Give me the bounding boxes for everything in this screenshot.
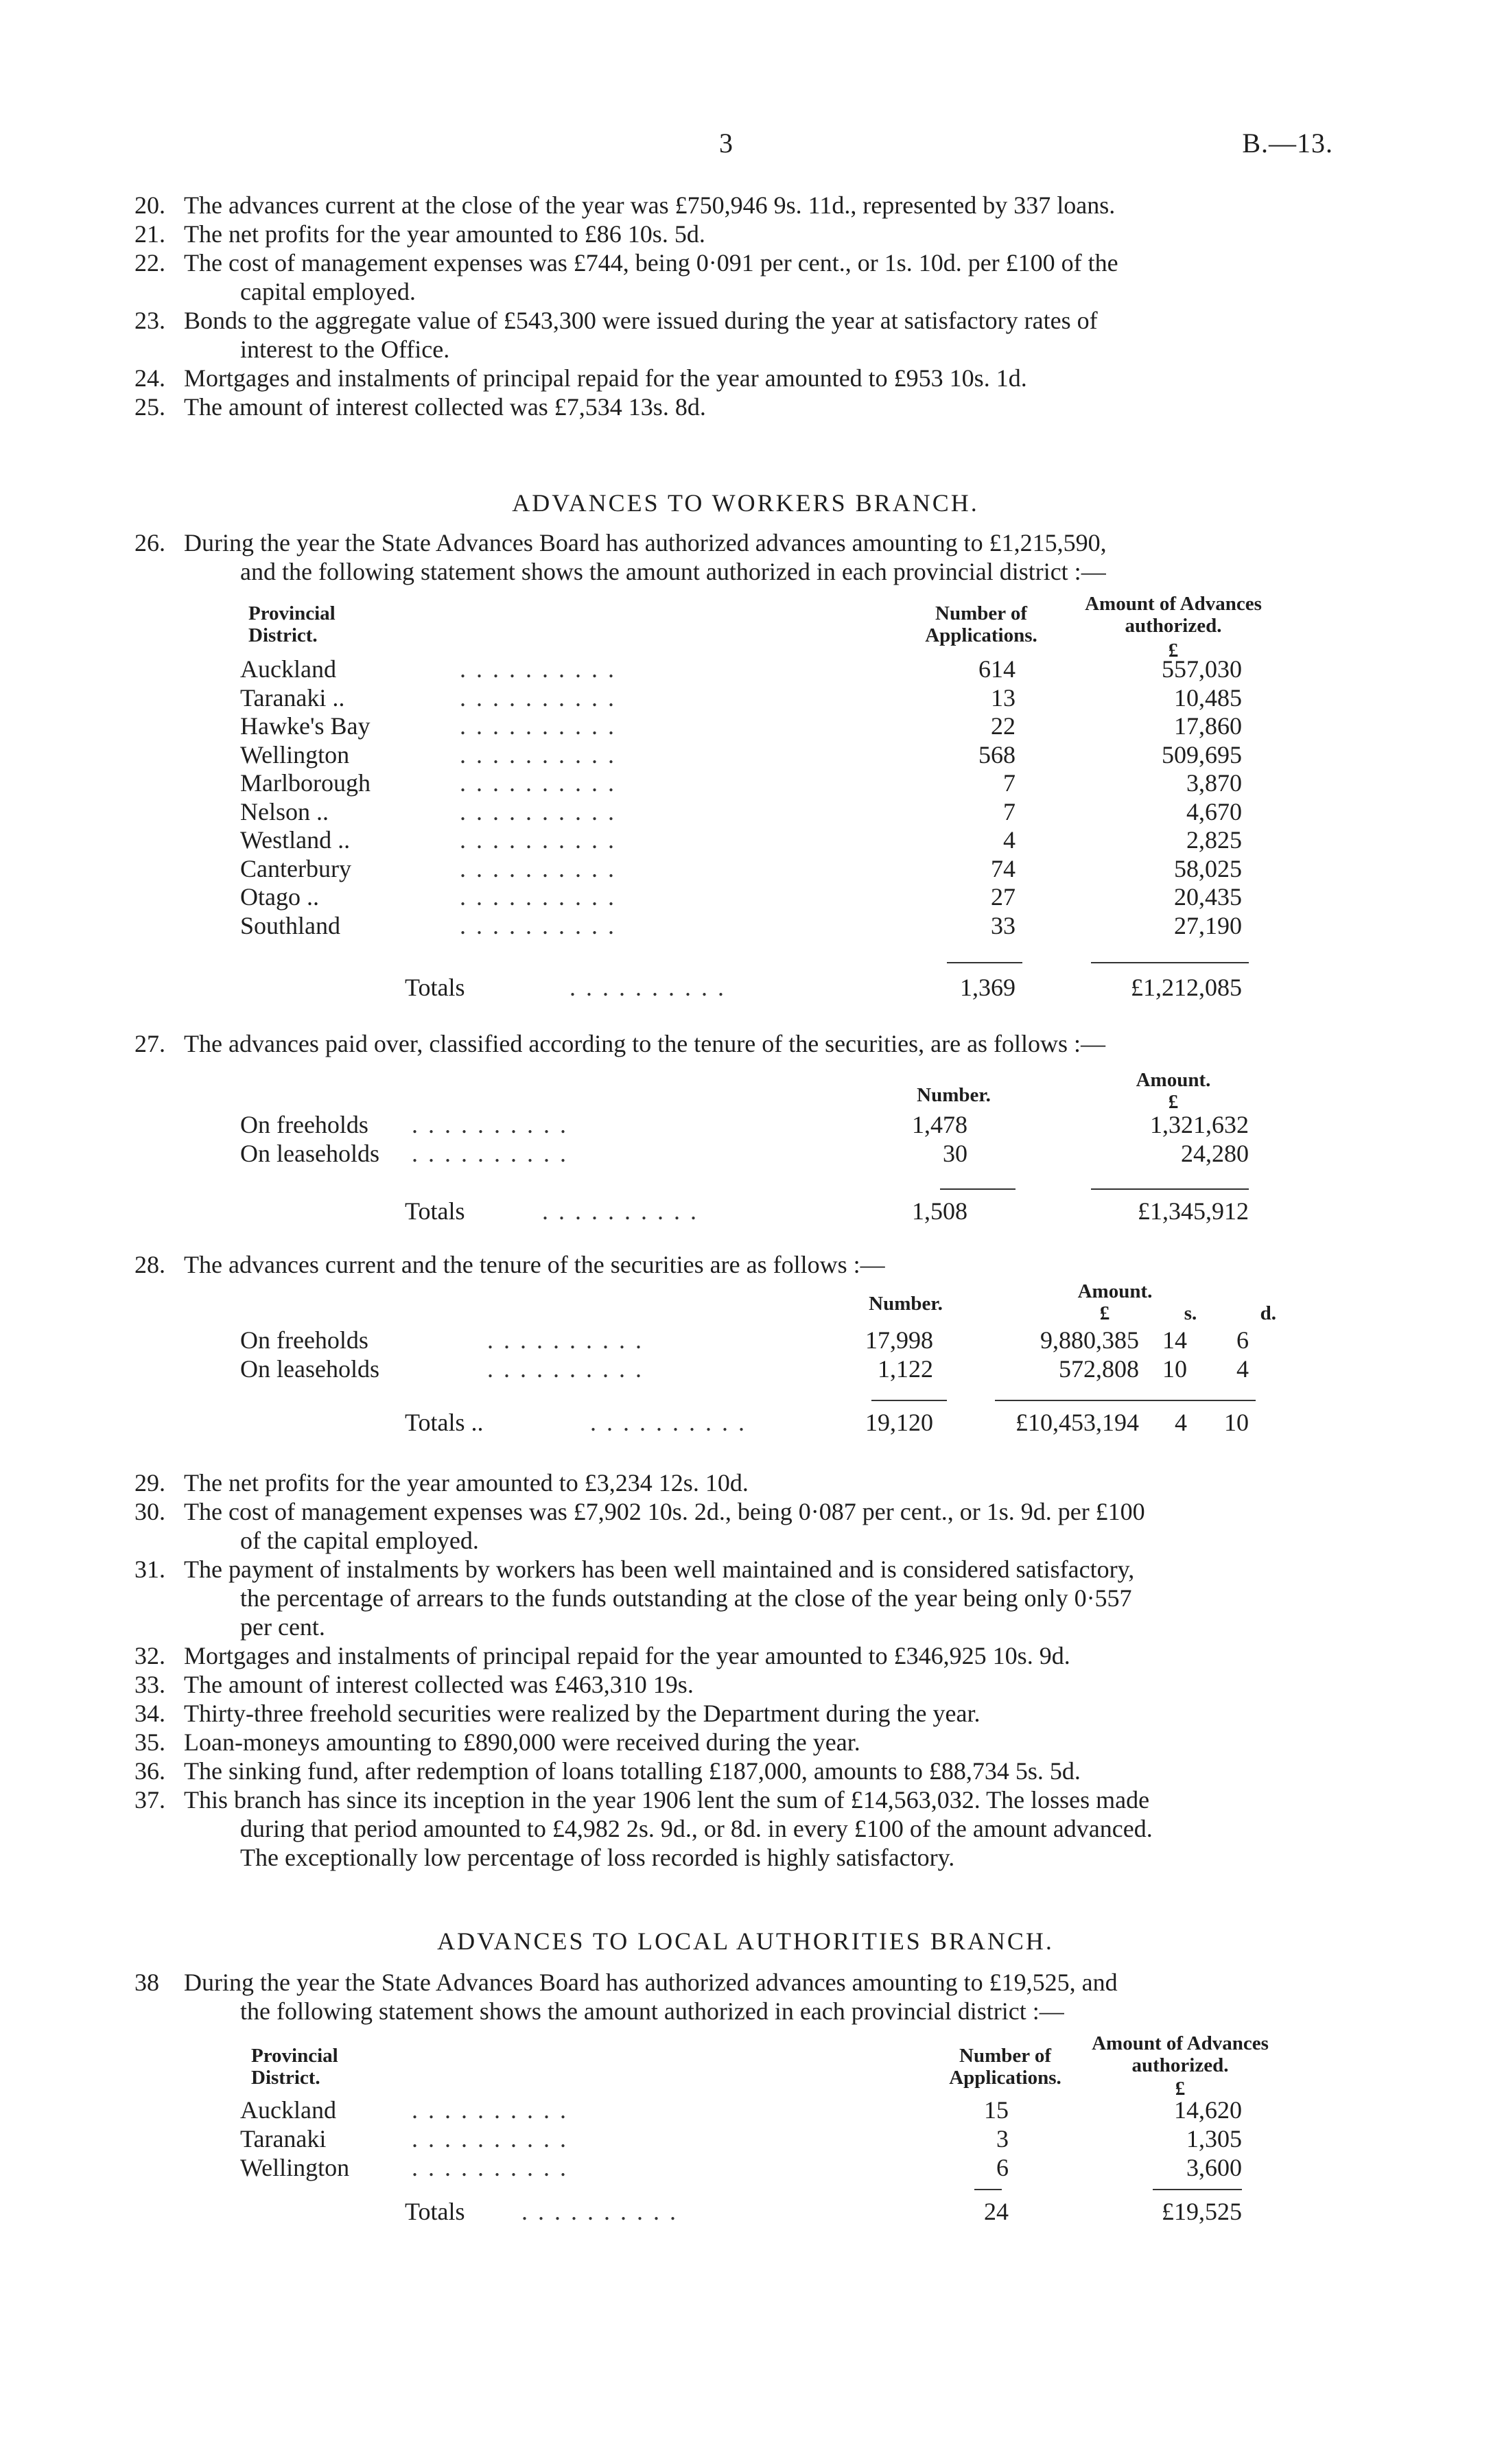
district-name: Marlborough [240, 769, 371, 797]
applications-count: 568 [978, 740, 1015, 768]
amount-authorized: 17,860 [1174, 712, 1242, 740]
paragraph-line: Mortgages and instalments of principal repaid for the year amounted to £953 10s. 1d. [184, 364, 1027, 392]
table2-totals-row [0, 1197, 1491, 1225]
total-amount: £19,525 [1162, 2198, 1242, 2225]
numbered-paragraph [134, 306, 1328, 364]
numbered-paragraph [134, 1670, 1328, 1699]
table3-header-number: Number. [869, 1293, 943, 1315]
amount-authorized: 3,600 [1186, 2154, 1242, 2181]
paragraph-line: The exceptionally low percentage of loss recorded is highly satisfactory. [240, 1844, 955, 1871]
amount-authorized: 20,435 [1174, 883, 1242, 911]
paragraph-number: 38 [134, 1969, 159, 1996]
paragraph-line: The cost of management expenses was £7,902 10s. 2d., being 0·087 per cent., or 1s. 9d. per £100 [184, 1498, 1145, 1525]
amount-authorized: 10,485 [1174, 683, 1242, 712]
table-row [0, 911, 1491, 940]
paragraph-number: 34. [134, 1700, 165, 1727]
tenure-amount: 24,280 [1181, 1140, 1249, 1167]
district-name: Taranaki [240, 2125, 327, 2152]
table-row [0, 1326, 1491, 1354]
applications-count: 33 [991, 911, 1015, 939]
district-name: Taranaki .. [240, 683, 345, 712]
numbered-paragraph [134, 1757, 1328, 1785]
amount-shillings: 10 [1162, 1355, 1187, 1383]
numbered-paragraph [134, 1029, 1328, 1058]
table3-totals-row [0, 1408, 1491, 1437]
amount-authorized: 3,870 [1186, 769, 1242, 797]
paragraph-line: The advances current and the tenure of the securities are as follows :— [184, 1251, 885, 1278]
amount-authorized: 557,030 [1162, 655, 1242, 683]
table-row [0, 655, 1491, 683]
leader-dots: . . . . . . . . . . [412, 1140, 568, 1167]
table-row [0, 740, 1491, 769]
paragraph-number: 27. [134, 1030, 165, 1057]
table-row [0, 2153, 1491, 2182]
table-row [0, 797, 1491, 826]
tenure-number: 1,122 [878, 1355, 933, 1383]
page-number: 3 [719, 128, 733, 159]
leader-dots: . . . . . . . . . . [460, 712, 616, 740]
numbered-paragraph [134, 1785, 1328, 1872]
paragraph-number: 37. [134, 1786, 165, 1814]
table-row [0, 768, 1491, 797]
numbered-paragraph [134, 220, 1328, 248]
amount-authorized: 1,305 [1186, 2125, 1242, 2152]
section-heading-workers: ADVANCES TO WORKERS BRANCH. [512, 489, 979, 517]
paragraph-line: The advances paid over, classified according to the tenure of the securities, are as follows :— [184, 1030, 1106, 1057]
numbered-paragraph [134, 191, 1328, 220]
amount-pence: 4 [1236, 1355, 1249, 1383]
numbered-paragraph [134, 1641, 1328, 1670]
total-pence: 10 [1224, 1409, 1249, 1436]
leader-dots: . . . . . . . . . . [590, 1409, 747, 1436]
leader-dots: . . . . . . . . . . [460, 655, 616, 683]
leader-dots: . . . . . . . . . . [460, 911, 616, 939]
paragraph-line: The net profits for the year amounted to £3,234 12s. 10d. [184, 1469, 749, 1497]
paragraph-line: During the year the State Advances Board has authorized advances amounting to £1,215,590, [184, 529, 1107, 556]
table4-rule-apps [974, 2189, 1002, 2190]
paragraph-line: Thirty-three freehold securities were realized by the Department during the year. [184, 1700, 981, 1727]
paragraph-line: The advances current at the close of the year was £750,946 9s. 11d., represented by 337 loans. [184, 191, 1116, 219]
paragraph-line: of the capital employed. [240, 1527, 479, 1554]
table1-totals-row [0, 973, 1491, 1002]
district-name: Otago .. [240, 883, 319, 911]
paragraph-number: 25. [134, 393, 165, 421]
table1-rule-amount [1091, 962, 1249, 963]
table4-header-apps: Number of Applications. [949, 2045, 1061, 2089]
district-name: Hawke's Bay [240, 712, 371, 740]
table4-rule-amount [1153, 2189, 1242, 2190]
tenure-label: On leaseholds [240, 1355, 379, 1383]
leader-dots: . . . . . . . . . . [412, 2154, 568, 2181]
paragraph-line: The payment of instalments by workers has been well maintained and is considered satisfactory, [184, 1556, 1135, 1583]
totals-label: Totals [405, 2198, 465, 2225]
numbered-paragraph [134, 1728, 1328, 1757]
table1-rule-apps [947, 962, 1022, 963]
leader-dots: . . . . . . . . . . [460, 826, 616, 854]
table3-rule-amount [995, 1400, 1256, 1401]
applications-count: 3 [996, 2125, 1009, 2152]
district-name: Nelson .. [240, 797, 329, 825]
leader-dots: . . . . . . . . . . [460, 854, 616, 882]
paragraph-line: Bonds to the aggregate value of £543,300 were issued during the year at satisfactory rates of [184, 307, 1098, 334]
leader-dots: . . . . . . . . . . [487, 1355, 644, 1383]
paragraph-line: Loan-moneys amounting to £890,000 were received during the year. [184, 1728, 860, 1756]
district-name: Wellington [240, 740, 350, 768]
totals-label: Totals [405, 1197, 465, 1225]
table-row [0, 854, 1491, 883]
paragraph-number: 22. [134, 249, 165, 277]
district-name: Westland .. [240, 826, 351, 854]
table4-header-district: Provincial District. [251, 2045, 338, 2089]
numbered-paragraph [134, 1468, 1328, 1497]
leader-dots: . . . . . . . . . . [460, 769, 616, 797]
table2-rule-amount [1091, 1188, 1249, 1190]
applications-count: 7 [1003, 769, 1015, 797]
numbered-paragraph [134, 1968, 1328, 2026]
total-number: 19,120 [865, 1409, 933, 1436]
table3-header-pence: d. [1260, 1302, 1276, 1324]
leader-dots: . . . . . . . . . . [521, 2198, 678, 2225]
paragraph-line: and the following statement shows the amount authorized in each provincial district :— [240, 558, 1106, 585]
paragraph-number: 23. [134, 307, 165, 334]
paragraph-line: during that period amounted to £4,982 2s. 9d., or 8d. in every £100 of the amount advanced. [240, 1815, 1153, 1842]
tenure-amount: 1,321,632 [1150, 1111, 1249, 1138]
paragraph-line: The sinking fund, after redemption of loans totalling £187,000, amounts to £88,734 5s. 5d. [184, 1757, 1081, 1785]
table1-header-apps: Number of Applications. [925, 602, 1037, 646]
total-applications: 24 [984, 2198, 1009, 2225]
amount-pence: 6 [1236, 1326, 1249, 1354]
paragraph-number: 31. [134, 1556, 165, 1583]
paragraph-line: The amount of interest collected was £7,534 13s. 8d. [184, 393, 706, 421]
paragraph-line: This branch has since its inception in the year 1906 lent the sum of £14,563,032. The losses made [184, 1786, 1150, 1814]
table-row [0, 2124, 1491, 2153]
paragraph-number: 36. [134, 1757, 165, 1785]
section-heading-local-authorities: ADVANCES TO LOCAL AUTHORITIES BRANCH. [437, 1927, 1054, 1955]
amount-authorized: 4,670 [1186, 797, 1242, 825]
totals-label: Totals .. [405, 1409, 484, 1436]
amount-authorized: 2,825 [1186, 826, 1242, 854]
district-name: Auckland [240, 655, 336, 683]
table4-totals-row [0, 2197, 1491, 2226]
amount-shillings: 14 [1162, 1326, 1187, 1354]
numbered-paragraph [134, 248, 1328, 306]
paragraph-number: 30. [134, 1498, 165, 1525]
applications-count: 7 [1003, 797, 1015, 825]
paragraph-number: 21. [134, 220, 165, 248]
applications-count: 13 [991, 683, 1015, 712]
numbered-paragraph [134, 1555, 1328, 1641]
leader-dots: . . . . . . . . . . [542, 1197, 698, 1225]
paragraph-line: The net profits for the year amounted to £86 10s. 5d. [184, 220, 705, 248]
paragraph-number: 32. [134, 1642, 165, 1669]
paragraph-line: The cost of management expenses was £744, being 0·091 per cent., or 1s. 10d. per £100 of the [184, 249, 1118, 277]
leader-dots: . . . . . . . . . . [460, 740, 616, 768]
leader-dots: . . . . . . . . . . [460, 683, 616, 712]
total-applications: 1,369 [960, 974, 1015, 1001]
tenure-number: 1,478 [912, 1111, 967, 1138]
table-row [0, 1110, 1491, 1139]
leader-dots: . . . . . . . . . . [570, 974, 726, 1001]
paragraph-number: 29. [134, 1469, 165, 1497]
tenure-number: 30 [943, 1140, 967, 1167]
leader-dots: . . . . . . . . . . [412, 1111, 568, 1138]
paragraph-line: the percentage of arrears to the funds outstanding at the close of the year being only 0·557 [240, 1584, 1132, 1612]
table1-header-currency: £ [1168, 640, 1179, 661]
amount-authorized: 27,190 [1174, 911, 1242, 939]
paragraph-line: capital employed. [240, 278, 416, 305]
numbered-paragraph [134, 392, 1328, 421]
district-name: Southland [240, 911, 341, 939]
paragraph-number: 26. [134, 529, 165, 556]
table-row [0, 712, 1491, 740]
tenure-label: On leaseholds [240, 1140, 379, 1167]
applications-count: 74 [991, 854, 1015, 882]
table4-header-currency: £ [1175, 2078, 1186, 2100]
tenure-label: On freeholds [240, 1111, 368, 1138]
table2-header-amount: Amount. [1136, 1069, 1211, 1091]
table3-rule-number [871, 1400, 947, 1401]
total-amount: £1,345,912 [1138, 1197, 1249, 1225]
paragraph-line: the following statement shows the amount authorized in each provincial district :— [240, 1997, 1064, 2025]
applications-count: 27 [991, 883, 1015, 911]
applications-count: 15 [984, 2096, 1009, 2124]
table-row [0, 683, 1491, 712]
document-reference: B.—13. [1242, 128, 1333, 159]
paragraph-line: The amount of interest collected was £463,310 19s. [184, 1671, 694, 1698]
paragraph-line: per cent. [240, 1613, 325, 1641]
district-name: Canterbury [240, 854, 351, 882]
leader-dots: . . . . . . . . . . [412, 2096, 568, 2124]
paragraph-line: During the year the State Advances Board has authorized advances amounting to £19,525, and [184, 1969, 1118, 1996]
paragraph-number: 33. [134, 1671, 165, 1698]
total-shillings: 4 [1175, 1409, 1187, 1436]
leader-dots: . . . . . . . . . . [460, 883, 616, 911]
total-number: 1,508 [912, 1197, 967, 1225]
amount-authorized: 509,695 [1162, 740, 1242, 768]
paragraph-number: 24. [134, 364, 165, 392]
table-row [0, 825, 1491, 854]
numbered-paragraph [134, 1699, 1328, 1728]
table4-header-amount: Amount of Advances authorized. [1092, 2032, 1269, 2076]
applications-count: 4 [1003, 826, 1015, 854]
paragraph-number: 35. [134, 1728, 165, 1756]
numbered-paragraph [134, 528, 1328, 586]
applications-count: 22 [991, 712, 1015, 740]
district-name: Auckland [240, 2096, 336, 2124]
table2-header-number: Number. [917, 1084, 991, 1106]
tenure-number: 17,998 [865, 1326, 933, 1354]
numbered-paragraph [134, 1497, 1328, 1555]
leader-dots: . . . . . . . . . . [487, 1326, 644, 1354]
total-amount: £1,212,085 [1131, 974, 1242, 1001]
numbered-paragraph [134, 364, 1328, 392]
numbered-paragraph [134, 1250, 1328, 1279]
paragraph-line: interest to the Office. [240, 336, 450, 363]
table3-header-shillings: s. [1184, 1302, 1197, 1324]
leader-dots: . . . . . . . . . . [412, 2125, 568, 2152]
table3-header-amount: Amount. [1077, 1280, 1153, 1302]
district-name: Wellington [240, 2154, 350, 2181]
tenure-label: On freeholds [240, 1326, 368, 1354]
table1-header-amount: Amount of Advances authorized. [1085, 593, 1262, 637]
table-row [0, 1354, 1491, 1383]
table-row [0, 1139, 1491, 1168]
amount-pounds: 572,808 [1059, 1355, 1139, 1383]
leader-dots: . . . . . . . . . . [460, 797, 616, 825]
table-row [0, 2096, 1491, 2124]
amount-pounds: 9,880,385 [1040, 1326, 1139, 1354]
table1-header-district: Provincial District. [248, 602, 336, 646]
applications-count: 614 [978, 655, 1015, 683]
totals-label: Totals [405, 974, 465, 1001]
table2-rule-number [940, 1188, 1015, 1190]
table2-header-currency: £ [1168, 1091, 1179, 1113]
amount-authorized: 58,025 [1174, 854, 1242, 882]
paragraph-number: 20. [134, 191, 165, 219]
applications-count: 6 [996, 2154, 1009, 2181]
table3-header-pounds: £ [1099, 1302, 1110, 1324]
table-row [0, 882, 1491, 911]
total-pounds: £10,453,194 [1015, 1409, 1139, 1436]
paragraph-number: 28. [134, 1251, 165, 1278]
amount-authorized: 14,620 [1174, 2096, 1242, 2124]
paragraph-line: Mortgages and instalments of principal repaid for the year amounted to £346,925 10s. 9d. [184, 1642, 1070, 1669]
